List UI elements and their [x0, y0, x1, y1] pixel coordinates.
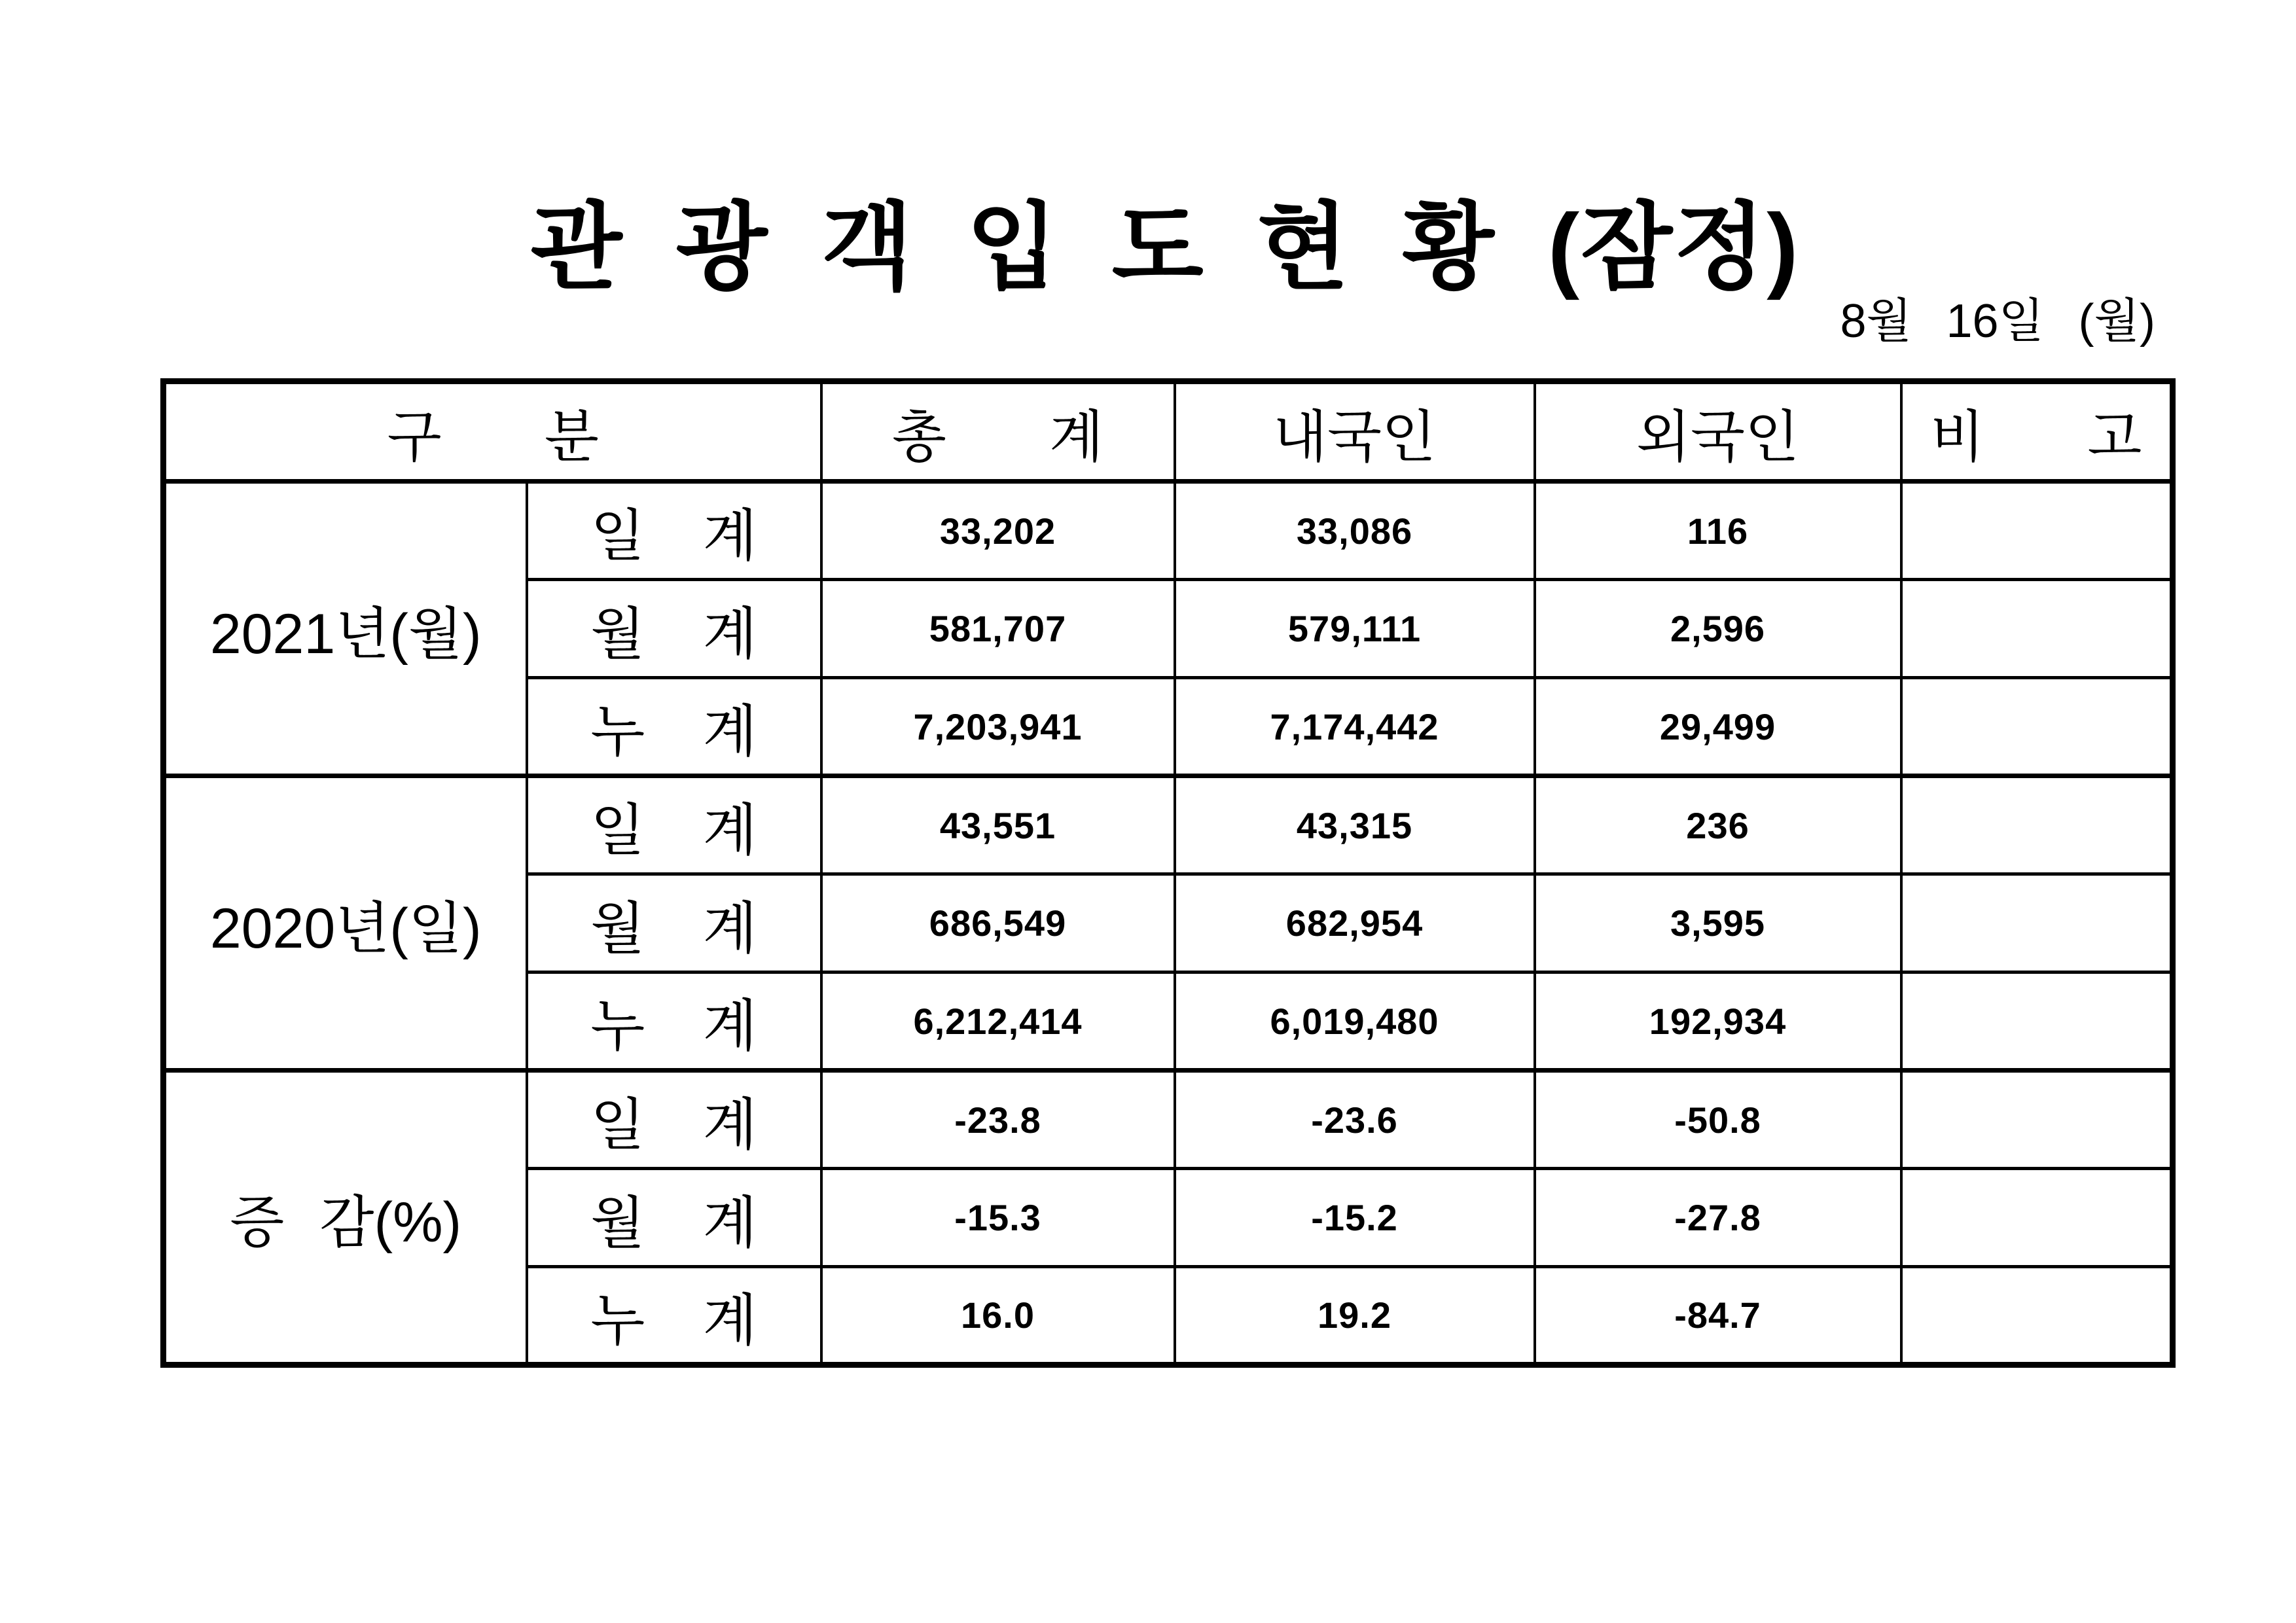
value-cell-domestic: 19.2	[1175, 1267, 1535, 1365]
value-cell-total: 6,212,414	[821, 972, 1175, 1071]
value-cell-total: 581,707	[821, 580, 1175, 678]
header-cell-domestic: 내국인	[1175, 382, 1535, 482]
page-title: 관 광 객 입 도 현 황 (잠정)	[530, 194, 1800, 300]
remarks-cell	[1901, 580, 2173, 678]
subrow-label-cell: 월 계	[527, 1169, 821, 1267]
header-cell-remarks: 비 고	[1901, 382, 2173, 482]
value-cell-total: 43,551	[821, 776, 1175, 874]
value-cell-foreign: 3,595	[1535, 874, 1901, 972]
value-cell-domestic: 7,174,442	[1175, 678, 1535, 776]
value-cell-total: 16.0	[821, 1267, 1175, 1365]
subrow-label-cell: 일 계	[527, 482, 821, 580]
table-container	[160, 378, 2176, 1368]
value-cell-domestic: 579,111	[1175, 580, 1535, 678]
remarks-cell	[1901, 776, 2173, 874]
subrow-label-cell: 일 계	[527, 1071, 821, 1169]
value-cell-total: -15.3	[821, 1169, 1175, 1267]
value-cell-domestic: 682,954	[1175, 874, 1535, 972]
value-cell-foreign: -50.8	[1535, 1071, 1901, 1169]
year-cell-2021: 2021년(월)	[164, 482, 527, 776]
value-cell-domestic: -15.2	[1175, 1169, 1535, 1267]
value-cell-foreign: 2,596	[1535, 580, 1901, 678]
value-cell-domestic: 43,315	[1175, 776, 1535, 874]
table-row	[164, 1071, 2173, 1169]
value-cell-foreign: -27.8	[1535, 1169, 1901, 1267]
table-row	[164, 776, 2173, 874]
year-cell-2020: 2020년(일)	[164, 776, 527, 1071]
value-cell-total: -23.8	[821, 1071, 1175, 1169]
value-cell-total: 33,202	[821, 482, 1175, 580]
header-cell-foreign: 외국인	[1535, 382, 1901, 482]
remarks-cell	[1901, 1169, 2173, 1267]
subrow-label-cell: 누 계	[527, 678, 821, 776]
value-cell-foreign: 29,499	[1535, 678, 1901, 776]
value-cell-foreign: 236	[1535, 776, 1901, 874]
value-cell-total: 7,203,941	[821, 678, 1175, 776]
value-cell-foreign: -84.7	[1535, 1267, 1901, 1365]
subrow-label-cell: 월 계	[527, 580, 821, 678]
remarks-cell	[1901, 874, 2173, 972]
remarks-cell	[1901, 1071, 2173, 1169]
report-date: 8월 16일 (월)	[1840, 295, 2155, 348]
value-cell-foreign: 192,934	[1535, 972, 1901, 1071]
remarks-cell	[1901, 482, 2173, 580]
remarks-cell	[1901, 678, 2173, 776]
value-cell-total: 686,549	[821, 874, 1175, 972]
remarks-cell	[1901, 972, 2173, 1071]
subrow-label-cell: 누 계	[527, 1267, 821, 1365]
header-cell-category: 구 분	[164, 382, 821, 482]
table-header-row	[164, 382, 2173, 482]
table-row	[164, 482, 2173, 580]
value-cell-domestic: 6,019,480	[1175, 972, 1535, 1071]
value-cell-domestic: 33,086	[1175, 482, 1535, 580]
tourist-arrivals-table	[160, 378, 2176, 1368]
subrow-label-cell: 일 계	[527, 776, 821, 874]
value-cell-domestic: -23.6	[1175, 1071, 1535, 1169]
remarks-cell	[1901, 1267, 2173, 1365]
subrow-label-cell: 월 계	[527, 874, 821, 972]
header-cell-total: 총 계	[821, 382, 1175, 482]
subrow-label-cell: 누 계	[527, 972, 821, 1071]
year-cell-change: 증 감(%)	[164, 1071, 527, 1365]
value-cell-foreign: 116	[1535, 482, 1901, 580]
